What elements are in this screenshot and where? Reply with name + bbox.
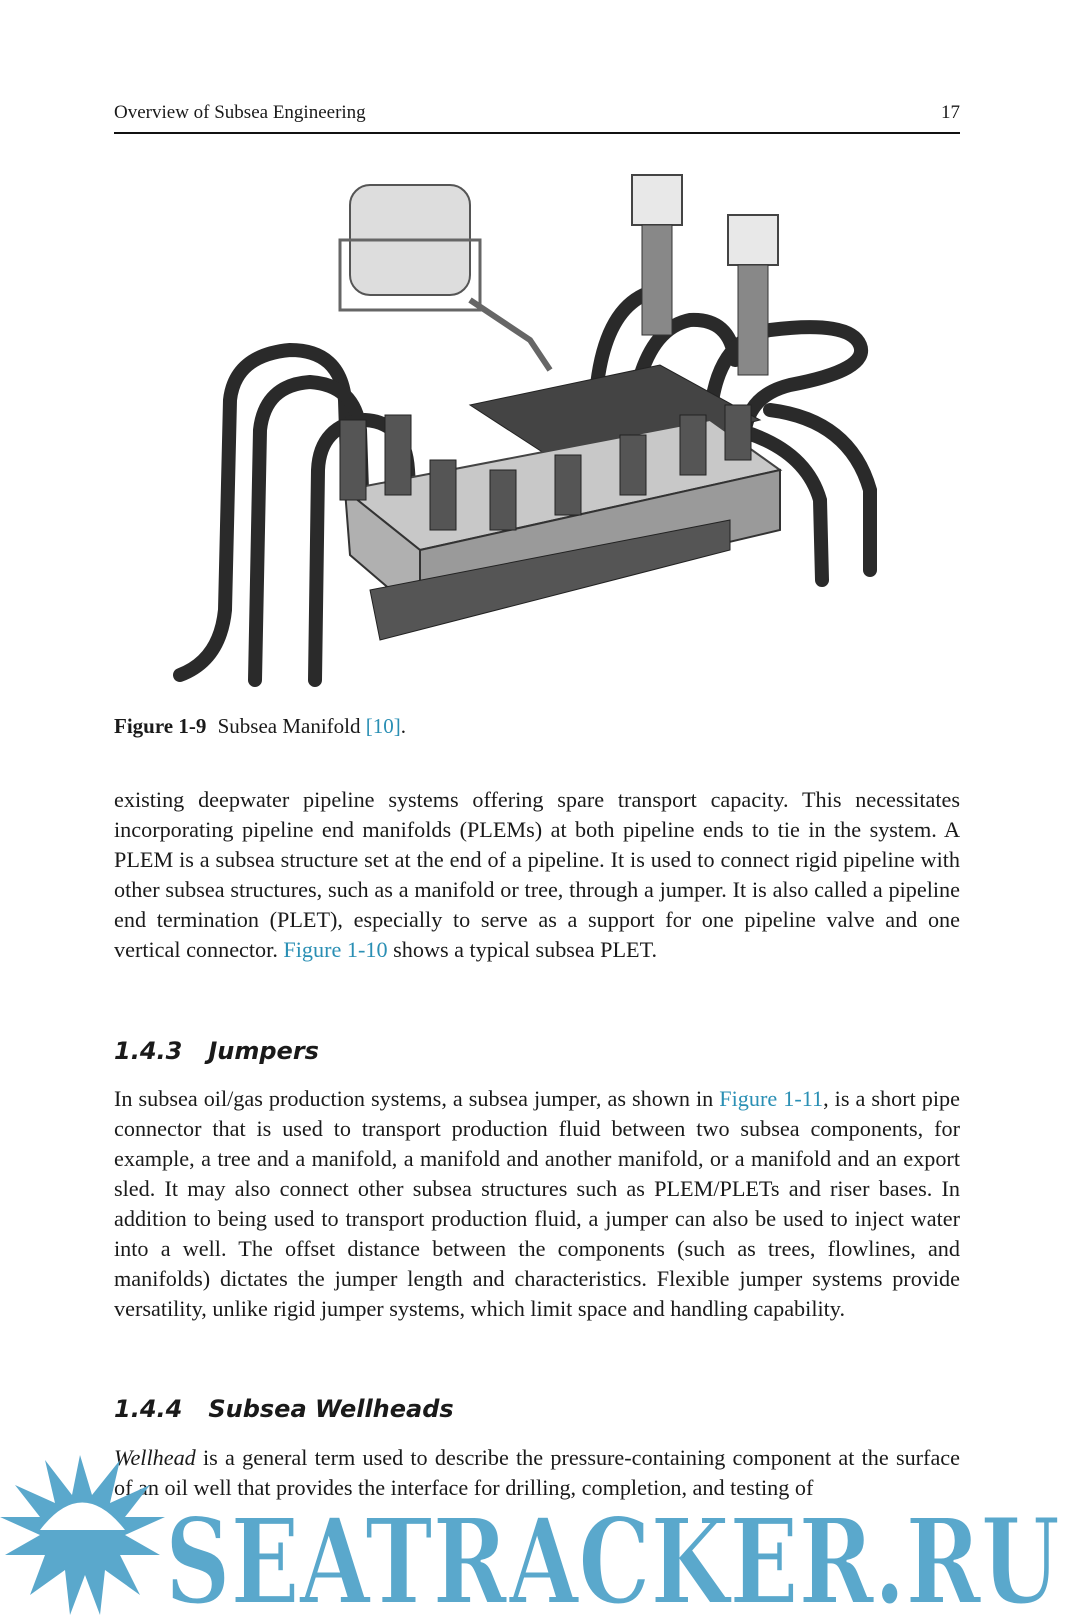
figure-1-10-link[interactable]: Figure 1-10 <box>283 937 388 962</box>
header-title: Overview of Subsea Engineering <box>114 102 366 123</box>
figure-1-11-link[interactable]: Figure 1-11 <box>719 1086 824 1111</box>
caption-period: . <box>400 714 407 738</box>
watermark-text: SEATRACKER.RU <box>165 1492 1060 1620</box>
text: , is a short pipe connector that is used to transport production fluid between two subsea components, for example, a tree and a manifold, a manifold and another manifold, or a manifold and an export sled. It may also connect other subsea structures such as PLEM/PLETs and riser bases. In addition to being used to transport production fluid, a jumper can also be used to inject water into a well. The offset distance between the components (such as trees, flowlines, and manifolds) dictates the jumper length and characteristics. Flexible jumper systems provide versatility, unlike rigid jumper systems, which limit space and handling capability. <box>114 1086 960 1321</box>
figure-caption-text: Subsea Manifold <box>217 714 361 738</box>
page-number: 17 <box>941 102 960 123</box>
figure-label: Figure 1-9 <box>114 714 207 738</box>
text: is a general term used to describe the pressure-containing component at the surface of an oil well that provides the interface for drilling, completion, and testing of <box>114 1445 960 1500</box>
section-title: Subsea Wellheads <box>208 1395 454 1423</box>
emphasis-term: Wellhead <box>114 1445 196 1470</box>
section-heading-wellheads <box>114 1395 454 1423</box>
paragraph-jumpers <box>114 1084 960 1324</box>
paragraph-plem <box>114 785 960 965</box>
running-header <box>114 100 960 134</box>
reference-link[interactable]: [10] <box>365 714 401 738</box>
text: In subsea oil/gas production systems, a subsea jumper, as shown in <box>114 1086 720 1111</box>
section-title: Jumpers <box>208 1037 319 1065</box>
sun-logo-icon <box>0 1455 165 1615</box>
figure-caption <box>114 714 406 739</box>
section-heading-jumpers <box>114 1037 319 1065</box>
subsea-manifold-figure <box>170 170 910 715</box>
section-number: 1.4.3 <box>114 1037 183 1065</box>
section-number: 1.4.4 <box>114 1395 183 1423</box>
seatracker-watermark <box>0 1455 1080 1620</box>
text: existing deepwater pipeline systems offering spare transport capacity. This necessitates incorporating pipeline end manifolds (PLEMs) at both pipeline ends to tie in the system. A PLEM is a subsea structure set at the end of a pipeline. It is used to connect rigid pipeline with other subsea structures, such as a manifold or tree, through a jumper. It is also called a pipeline end termination (PLET), especially to serve as a support for one pipeline valve and one vertical connector. <box>114 787 960 962</box>
text: shows a typical subsea PLET. <box>387 937 658 962</box>
